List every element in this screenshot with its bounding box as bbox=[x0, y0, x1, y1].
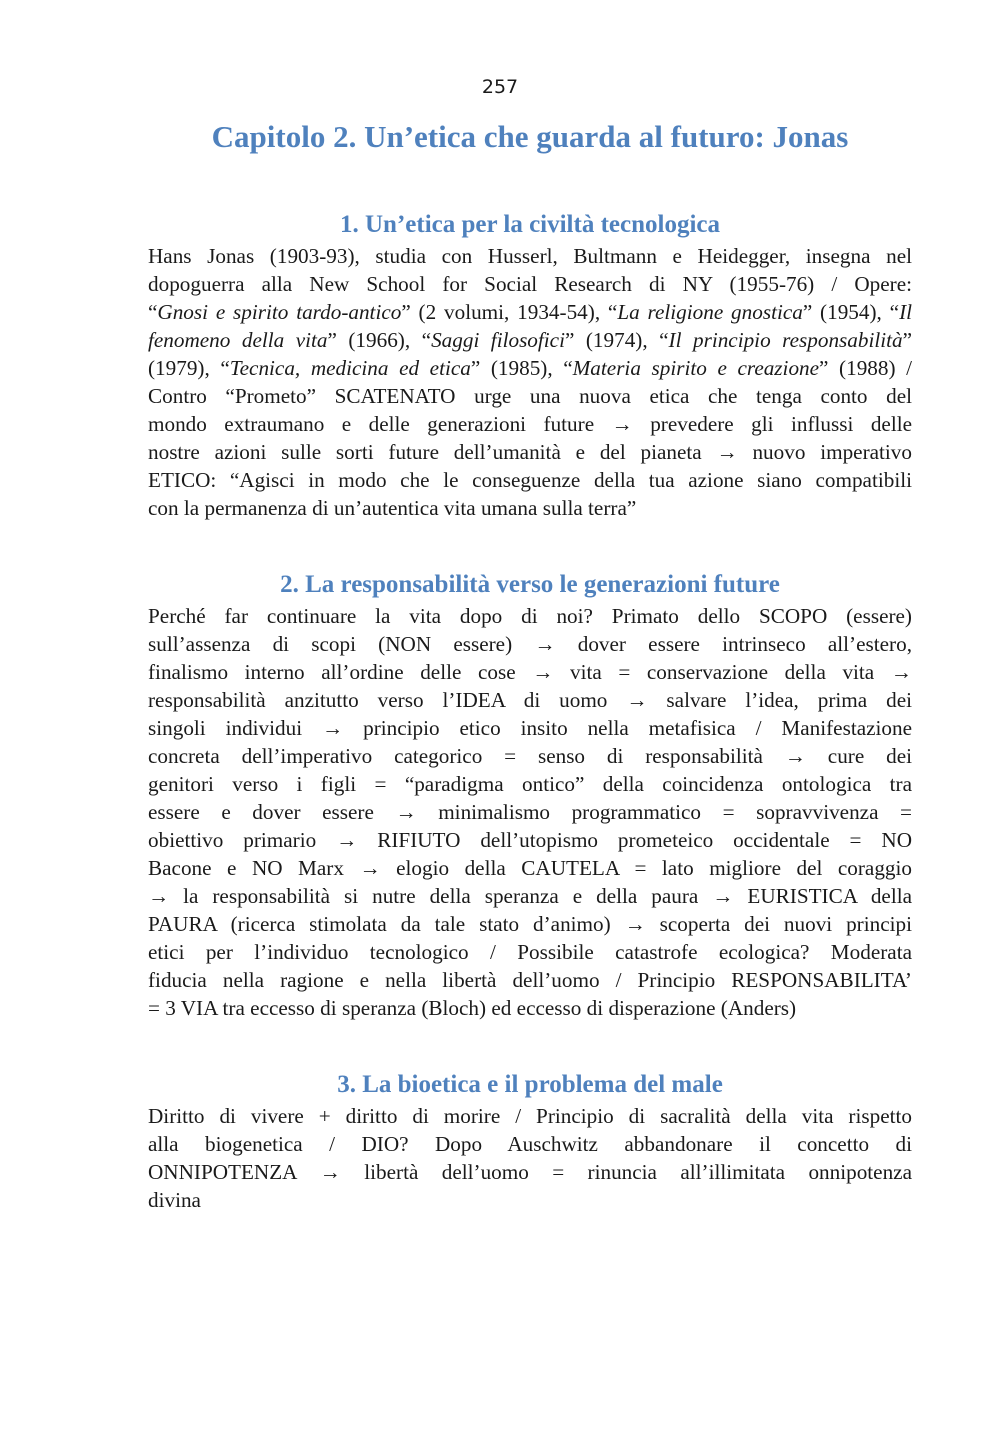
text-run: ” (2 volumi, 1934-54), “ bbox=[401, 300, 618, 324]
text-run: PAURA (ricerca stimolata da tale stato d’animo) → scoperta dei nuovi principi bbox=[148, 912, 912, 936]
text-line bbox=[148, 882, 912, 910]
text-line bbox=[148, 910, 912, 938]
page-content bbox=[148, 116, 912, 1214]
text-line bbox=[148, 994, 912, 1022]
italic-title: Gnosi e spirito tardo-antico bbox=[157, 300, 402, 324]
text-run: ” (1974), “ bbox=[564, 328, 669, 352]
italic-title: fenomeno della vita bbox=[148, 328, 328, 352]
text-run: ” (1966), “ bbox=[327, 328, 432, 352]
text-run: Contro “Prometo” SCATENATO urge una nuova etica che tenga conto del bbox=[148, 384, 912, 408]
text-line bbox=[148, 854, 912, 882]
text-run: responsabilità anzitutto verso l’IDEA di uomo → salvare l’idea, prima dei bbox=[148, 688, 912, 712]
text-line bbox=[148, 630, 912, 658]
text-line bbox=[148, 354, 912, 382]
text-run: = 3 VIA tra eccesso di speranza (Bloch) ed eccesso di disperazione (Anders) bbox=[148, 996, 797, 1020]
text-line bbox=[148, 966, 912, 994]
text-run: Diritto di vivere + diritto di morire / Principio di sacralità della vita rispetto bbox=[148, 1104, 912, 1128]
text-line bbox=[148, 1186, 912, 1214]
text-line bbox=[148, 714, 912, 742]
text-line bbox=[148, 382, 912, 410]
section-title-3: 3. La bioetica e il problema del male bbox=[337, 1071, 723, 1098]
text-run: ETICO: “Agisci in modo che le conseguenze della tua azione siano compatibili bbox=[148, 468, 912, 492]
text-run: genitori verso i figli = “paradigma ontico” della coincidenza ontologica tra bbox=[148, 772, 912, 796]
text-run: essere e dover essere → minimalismo programmatico = sopravvivenza = bbox=[148, 800, 912, 824]
text-line bbox=[148, 602, 912, 630]
text-run: ONNIPOTENZA → libertà dell’uomo = rinuncia all’illimitata onnipotenza bbox=[148, 1160, 912, 1184]
text-run: nostre azioni sulle sorti future dell’umanità e del pianeta → nuovo imperativo bbox=[148, 440, 912, 464]
text-line bbox=[148, 410, 912, 438]
text-run: finalismo interno all’ordine delle cose → vita = conservazione della vita → bbox=[148, 660, 912, 684]
section-title-1: 1. Un’etica per la civiltà tecnologica bbox=[339, 211, 720, 238]
text-line bbox=[148, 770, 912, 798]
italic-title: Tecnica, medicina ed etica bbox=[229, 356, 471, 380]
text-line bbox=[148, 826, 912, 854]
text-run: con la permanenza di un’autentica vita umana sulla terra” bbox=[148, 496, 637, 520]
text-run: mondo extraumano e delle generazioni future → prevedere gli influssi delle bbox=[148, 412, 912, 436]
text-run: alla biogenetica / DIO? Dopo Auschwitz abbandonare il concetto di bbox=[148, 1132, 912, 1156]
italic-title: Il principio responsabilità bbox=[668, 328, 903, 352]
text-line bbox=[148, 938, 912, 966]
text-line bbox=[148, 1158, 912, 1186]
text-line bbox=[148, 270, 912, 298]
text-run: (1979), “ bbox=[148, 356, 230, 380]
section-body-2 bbox=[148, 602, 912, 1022]
text-run: divina bbox=[148, 1188, 201, 1212]
text-run: etici per l’individuo tecnologico / Possibile catastrofe ecologica? Moderata bbox=[148, 940, 912, 964]
text-run: Perché far continuare la vita dopo di noi? Primato dello SCOPO (essere) bbox=[148, 604, 912, 628]
text-run: ” (1988) / bbox=[819, 356, 913, 380]
text-run: singoli individui → principio etico insito nella metafisica / Manifestazione bbox=[148, 716, 912, 740]
text-line bbox=[148, 326, 912, 354]
text-line bbox=[148, 494, 912, 522]
text-line bbox=[148, 242, 912, 270]
text-line bbox=[148, 686, 912, 714]
text-run: sull’assenza di scopi (NON essere) → dover essere intrinseco all’estero, bbox=[148, 632, 912, 656]
text-line bbox=[148, 742, 912, 770]
text-run: Hans Jonas (1903-93), studia con Husserl, Bultmann e Heidegger, insegna nel bbox=[148, 244, 912, 268]
text-line bbox=[148, 298, 912, 326]
text-run: dopoguerra alla New School for Social Research di NY (1955-76) / Opere: bbox=[148, 272, 912, 296]
text-line bbox=[148, 466, 912, 494]
text-line bbox=[148, 1130, 912, 1158]
page-number: 257 bbox=[481, 76, 519, 98]
italic-title: Saggi filosofici bbox=[431, 328, 565, 352]
section-body-1 bbox=[148, 242, 912, 522]
text-run: fiducia nella ragione e nella libertà dell’uomo / Principio RESPONSABILITA’ bbox=[148, 968, 912, 992]
text-run: Bacone e NO Marx → elogio della CAUTELA = lato migliore del coraggio bbox=[148, 856, 912, 880]
text-run: ” bbox=[902, 328, 913, 352]
text-line bbox=[148, 438, 912, 466]
italic-title: Materia spirito e creazione bbox=[572, 356, 820, 380]
text-run: ” (1954), “ bbox=[802, 300, 900, 324]
section-title-2: 2. La responsabilità verso le generazioni future bbox=[280, 571, 780, 598]
text-line bbox=[148, 798, 912, 826]
italic-title: Il bbox=[899, 300, 913, 324]
chapter-title: Capitolo 2. Un’etica che guarda al futuro: Jonas bbox=[211, 119, 849, 154]
text-run: obiettivo primario → RIFIUTO dell’utopismo prometeico occidentale = NO bbox=[148, 828, 912, 852]
text-line bbox=[148, 658, 912, 686]
text-run: concreta dell’imperativo categorico = senso di responsabilità → cure dei bbox=[148, 744, 912, 768]
section-body-3 bbox=[148, 1102, 912, 1214]
text-run: “ bbox=[148, 300, 158, 324]
text-line bbox=[148, 1102, 912, 1130]
text-run: ” (1985), “ bbox=[470, 356, 573, 380]
text-run: → la responsabilità si nutre della speranza e della paura → EURISTICA della bbox=[148, 884, 912, 908]
italic-title: La religione gnostica bbox=[617, 300, 803, 324]
